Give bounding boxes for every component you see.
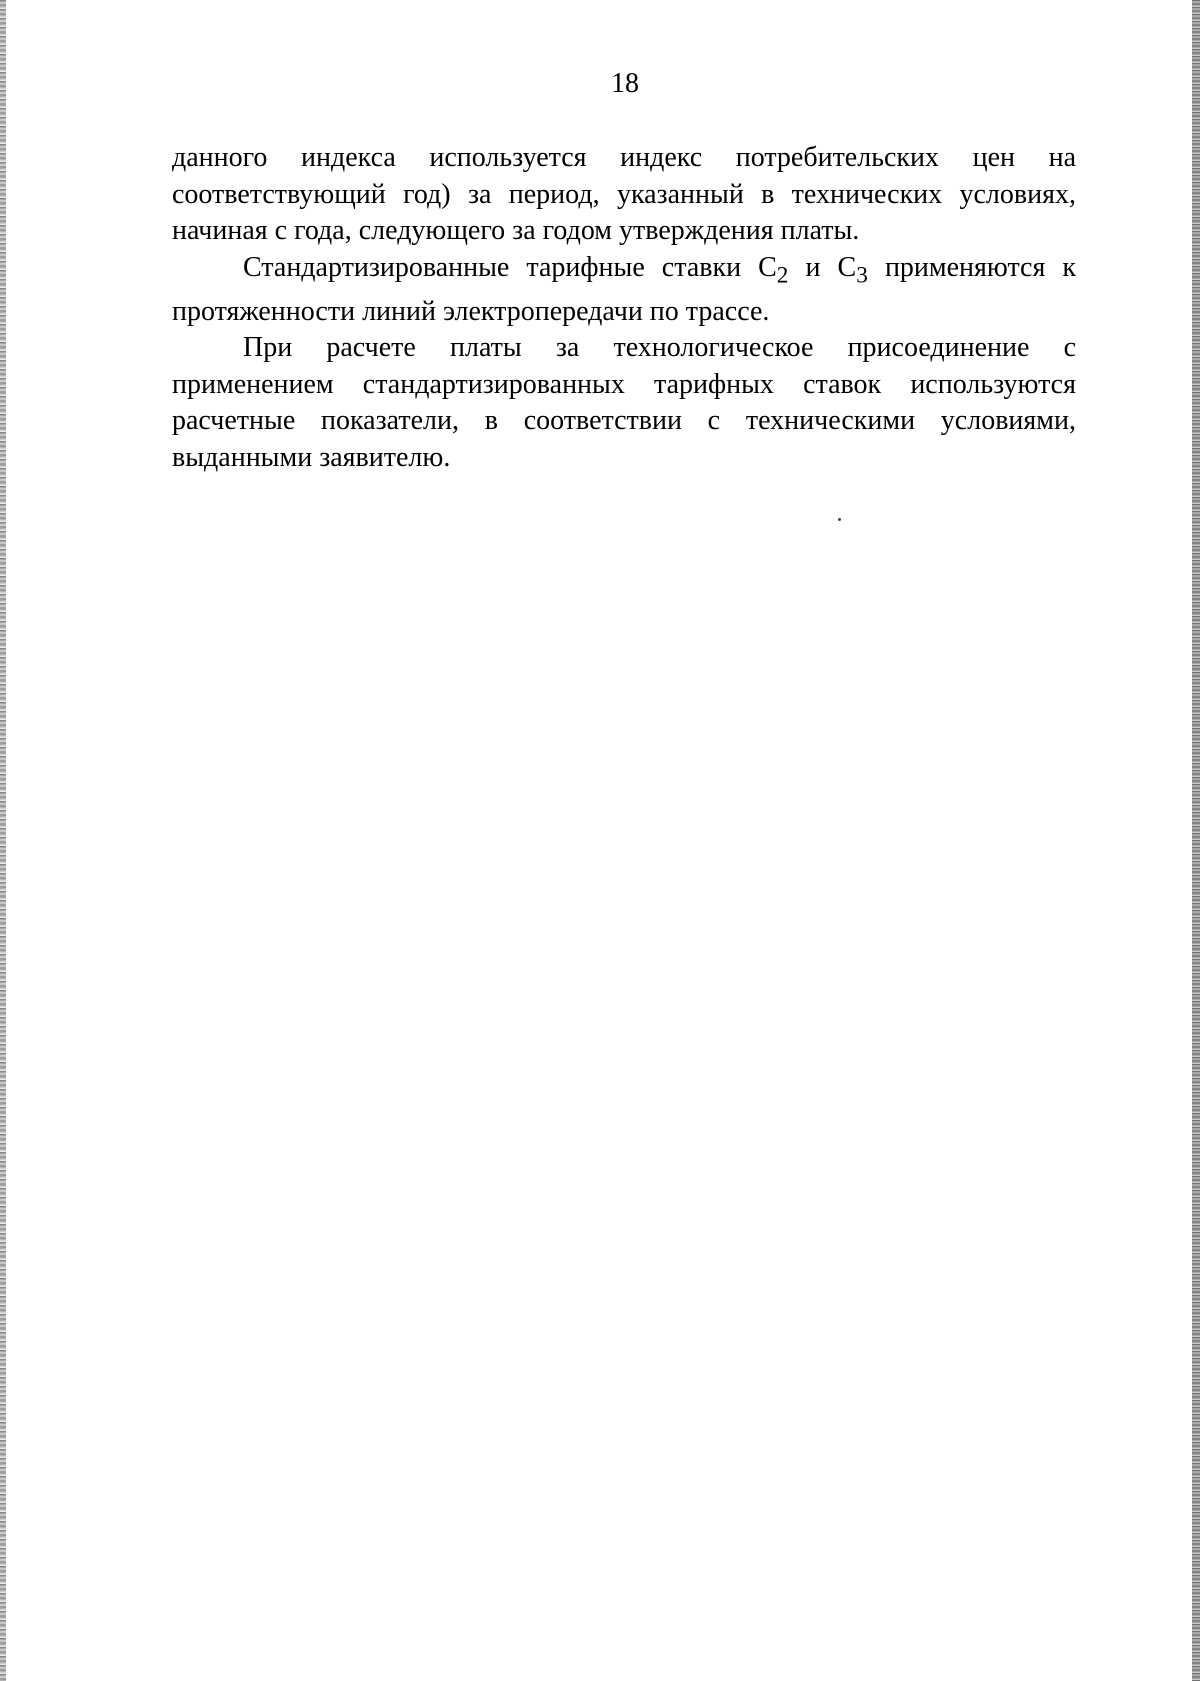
page-number: 18 xyxy=(611,68,639,99)
paragraph-tariff-rates xyxy=(172,250,1076,331)
scan-edge-right xyxy=(1192,0,1200,1681)
scan-edge-left xyxy=(0,0,6,1681)
paragraph-tariff-rates-after: применяются к протяженности линий электропередачи по трассе. xyxy=(172,251,1076,327)
subscript-c2: 2 xyxy=(776,262,789,289)
subscript-c3: 3 xyxy=(856,262,868,289)
paragraph-tariff-rates-middle: и С xyxy=(788,251,857,283)
scan-speck xyxy=(838,518,841,521)
document-body xyxy=(172,140,1076,476)
paragraph-index-continuation: данного индекса используется индекс потребительских цен на соответствующий год) за период, указанный в технических условиях, начиная с года, следующего за годом утверждения платы. xyxy=(172,142,1076,246)
paragraph-calculation: При расчете платы за технологическое присоединение с применением стандартизированных тарифных ставок используются расчетные показатели, в соответствии с техническими условиями, выданными заявителю. xyxy=(172,332,1076,473)
paragraph-tariff-rates-before: Стандартизированные тарифные ставки С xyxy=(243,251,777,283)
